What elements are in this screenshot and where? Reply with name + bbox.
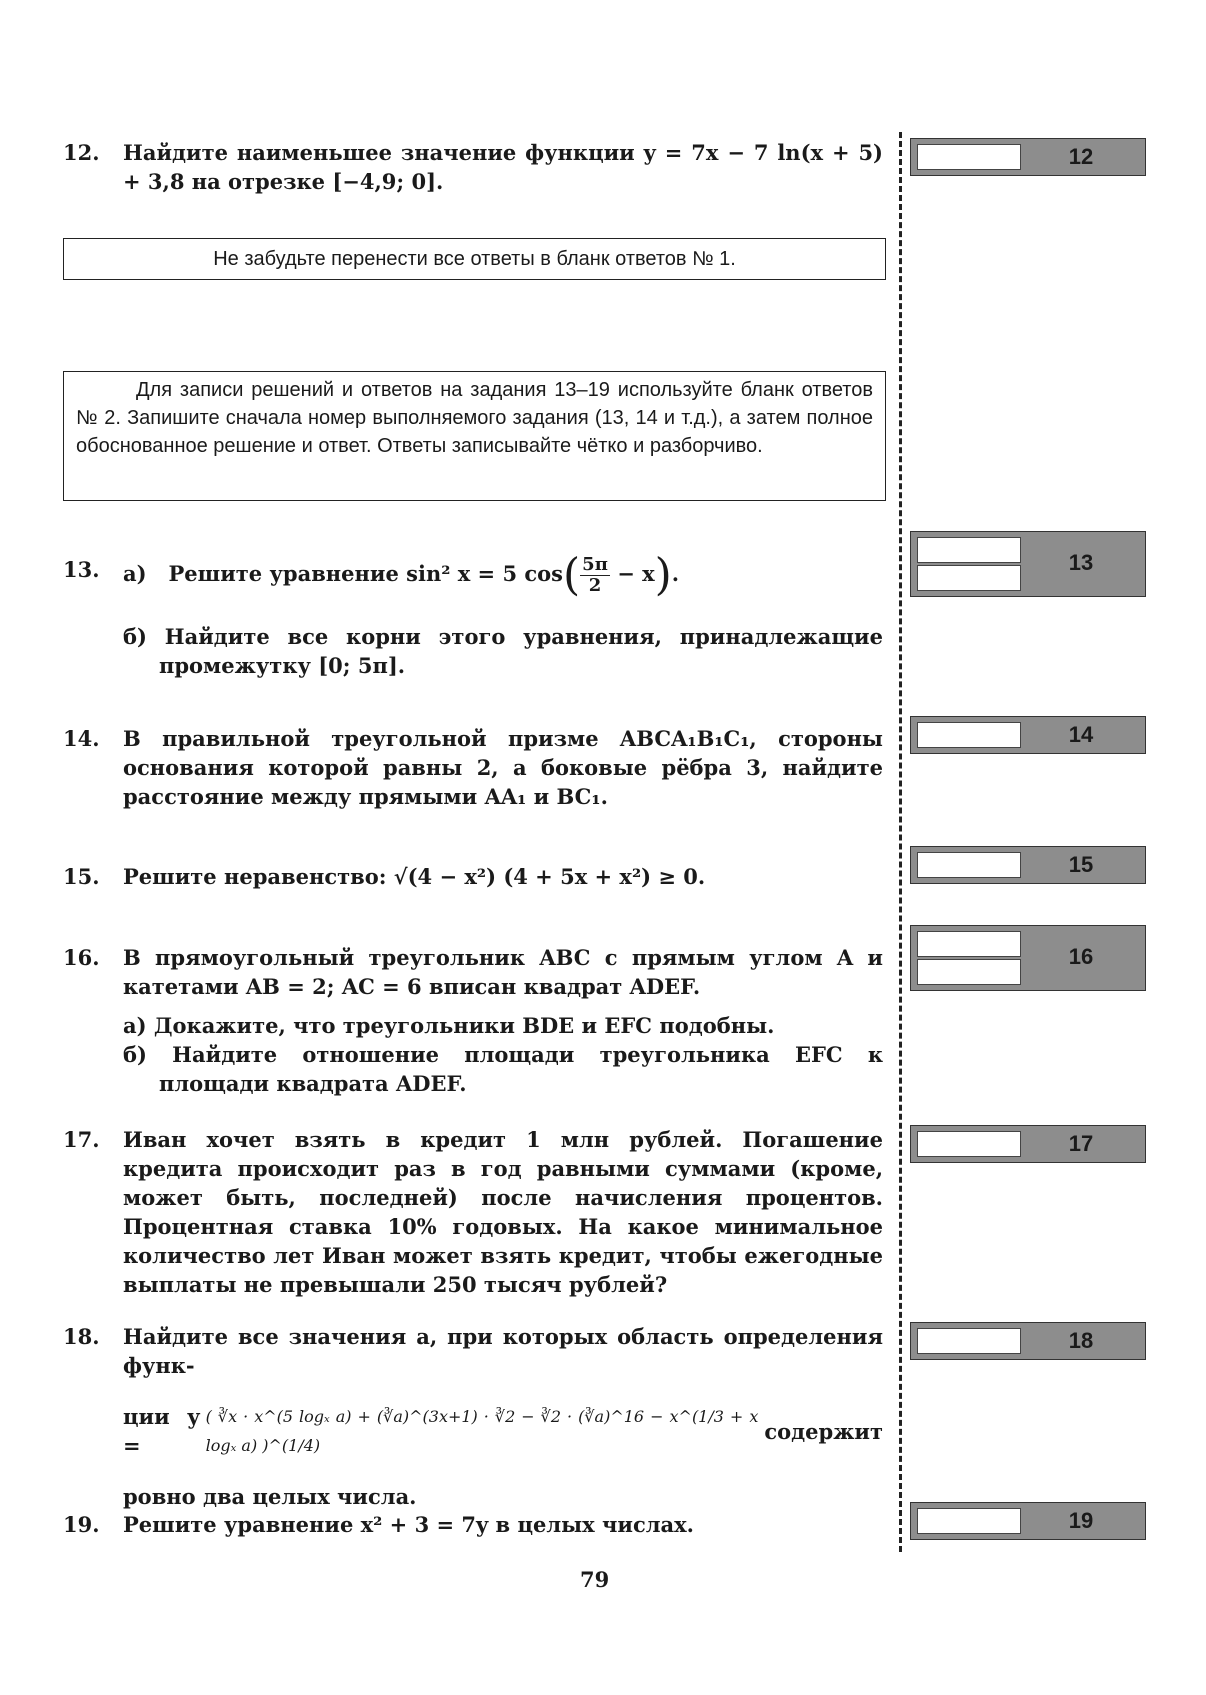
task-number: 13. [63,557,100,582]
task-text-end: ровно два целых числа. [123,1484,417,1509]
task-number: 19. [63,1512,100,1537]
answer-box-16 [910,925,1146,991]
answer-box-label: 16 [1068,944,1094,969]
instructions-note: Для записи решений и ответов на задания 13–19 используйте бланк ответов № 2. Запишите сначала номер выполняемого задания (13, 14 и т.д.), а затем полное обоснованное решение и ответ. Ответы записывайте чётко и разборчиво. [63,371,886,501]
answer-box-17 [910,1125,1146,1163]
subitem-label: а) [123,561,147,586]
fraction-numerator: 5π [582,554,608,575]
task-subitem-b: б) Найдите отношение площади треугольника EFC к площади квадрата ADEF. [123,1042,883,1096]
answer-box-label: 18 [1068,1328,1094,1353]
equation: sin² x = 5 cos( $\frac{5\pi}{2}$ − x). [406,549,680,601]
task-subitem-a: а) Докажите, что треугольники BDE и EFC подобны. [123,1013,775,1038]
equation-left: sin² x = 5 cos [406,561,563,586]
answer-field-14[interactable] [917,722,1021,748]
answer-box-label: 14 [1068,722,1094,747]
answer-field-15[interactable] [917,852,1021,878]
answer-field-18[interactable] [917,1328,1021,1354]
reminder-note: Не забудьте перенести все ответы в бланк ответов № 1. [63,238,886,280]
equation-right: − x [617,561,655,586]
answer-box-12 [910,138,1146,176]
answer-box-19 [910,1502,1146,1540]
answer-field-16a[interactable] [917,931,1021,957]
task-text: Найдите все значения a, при которых область определения функ- [123,1324,883,1378]
answer-box-label: 15 [1068,852,1094,877]
task-number: 18. [63,1324,100,1349]
fraction [580,555,610,596]
answer-box-15 [910,846,1146,884]
task-number: 15. [63,864,100,889]
answer-field-16b[interactable] [917,959,1021,985]
task-text: Решите неравенство: √(4 − x²) (4 + 5x + x²) ≥ 0. [123,864,706,889]
answer-box-label: 19 [1068,1508,1094,1533]
answer-box-18 [910,1322,1146,1360]
task-text-prefix: ции y = [123,1404,200,1458]
answer-field-13a[interactable] [917,537,1021,563]
cut-line [899,132,902,1552]
answer-field-12[interactable] [917,144,1021,170]
task-number: 17. [63,1127,100,1152]
task-number: 12. [63,140,100,165]
task-text: Решите уравнение x² + 3 = 7y в целых числах. [123,1512,694,1537]
answer-box-label: 12 [1068,144,1094,169]
task-subitem-b: б) Найдите все корни этого уравнения, принадлежащие промежутку [0; 5π]. [123,624,883,678]
answer-field-19[interactable] [917,1508,1021,1534]
task-text: В прямоугольный треугольник ABC с прямым углом A и катетами AB = 2; AC = 6 вписан квадрат ADEF. [123,945,883,999]
answer-box-label: 17 [1068,1131,1094,1156]
answer-field-13b[interactable] [917,565,1021,591]
answer-box-label: 13 [1068,550,1094,575]
page-number: 79 [580,1567,610,1592]
task-text: В правильной треугольной призме ABCA₁B₁C₁, стороны основания которой равны 2, а боковые рёбра 3, найдите расстояние между прямыми AA₁ и BC₁. [123,726,883,809]
task-number: 16. [63,945,100,970]
answer-box-13 [910,531,1146,597]
fraction-denominator: 2 [588,575,602,596]
answer-field-17[interactable] [917,1131,1021,1157]
task-text: Иван хочет взять в кредит 1 млн рублей. Погашение кредита происходит раз в год равными суммами (кроме, может быть, последней) после начисления процентов. Процентная ставка 10% годовых. На какое минимальное количество лет Иван может взять кредит, чтобы ежегодные выплаты не превышали 250 тысяч рублей? [123,1127,883,1297]
task-text: Решите уравнение [168,561,399,586]
task-text: Найдите наименьшее значение функции y = 7x − 7 ln(x + 5) + 3,8 на отрезке [−4,9; 0]. [123,140,883,194]
answer-box-14 [910,716,1146,754]
function-formula: ( ∛x · x^(5 logₓ a) + (∛a)^(3x+1) · ∛2 − ∛2 · (∛a)^16 − x^(1/3 + x logₓ a) )^(1/4) [205,1407,759,1455]
task-number: 14. [63,726,100,751]
task-text-suffix: содержит [764,1418,883,1444]
